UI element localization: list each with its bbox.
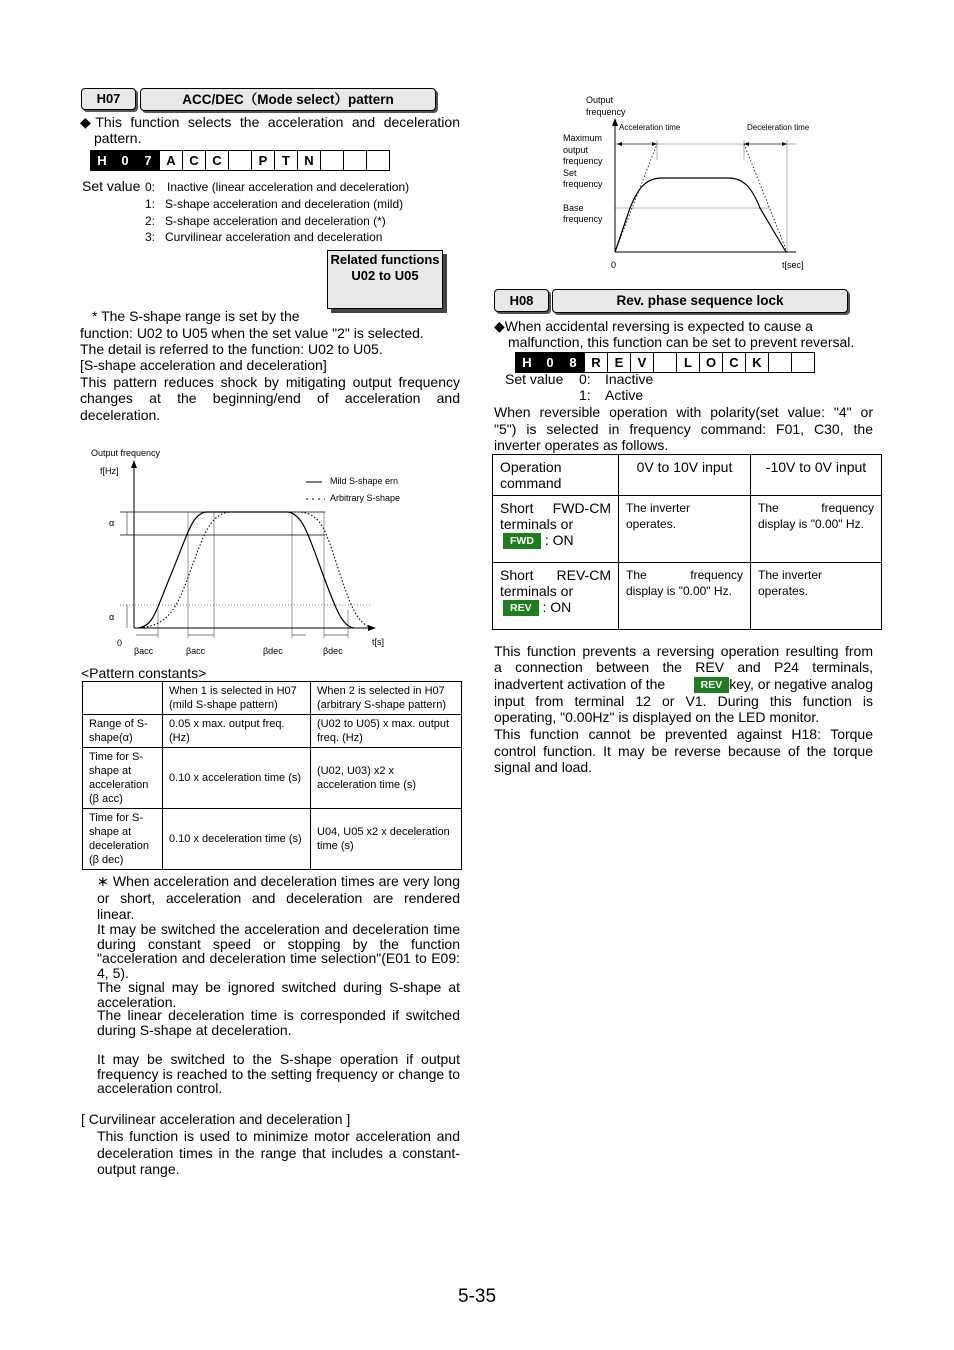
- h07-note-3: The detail is referred to the function: U02 to U05.: [80, 341, 383, 357]
- lcd-cell: C: [722, 352, 746, 373]
- page-number: 5-35: [458, 1286, 497, 1307]
- table-cell: (U02, U03) x2 x acceleration time (s): [311, 748, 462, 809]
- fwd-row-text: Short FWD-CM terminals or: [500, 500, 611, 532]
- sshape-graph-x-unit: t[s]: [372, 637, 385, 647]
- h08-para2-line3-keygroup: [694, 676, 873, 693]
- sshape-text-1: This pattern reduces shock by mitigating output frequency: [80, 374, 460, 390]
- table-cell: 0.05 x max. output freq. (Hz): [163, 715, 311, 748]
- lcd-cell: T: [274, 150, 298, 171]
- related-functions-label: Related functions: [330, 252, 440, 267]
- lcd-cell: L: [676, 352, 700, 373]
- table-cell: 0.10 x acceleration time (s): [163, 748, 311, 809]
- sshape-alpha-label-top: α: [109, 518, 115, 528]
- h07-setting-2-text: S-shape acceleration and deceleration (*): [165, 214, 386, 228]
- table-cell: (U02 to U05) x max. output freq. (Hz): [311, 715, 462, 748]
- h07-note-2: function: U02 to U05 when the set value "2" is selected.: [80, 325, 424, 341]
- mild-sshape-curve: [138, 512, 354, 628]
- h08-setting-0-num: 0:: [579, 371, 591, 387]
- h07-note-6: The signal may be ignored switched during S-shape at acceleration.: [97, 979, 460, 1010]
- table-row: [493, 455, 882, 496]
- h08-para1-line1: When reversible operation with polarity(set value: "4" or: [494, 404, 873, 420]
- set-freq-label-1: Set: [563, 168, 577, 178]
- graph-x-unit: t[sec]: [782, 260, 804, 270]
- lcd-cell: 0: [113, 150, 137, 171]
- lcd-cell: P: [251, 150, 275, 171]
- table-header-cell: When 2 is selected in H07 (arbitrary S-shape pattern): [311, 682, 462, 715]
- lcd-cell: H: [90, 150, 114, 171]
- lcd-cell: O: [699, 352, 723, 373]
- lcd-cell: H: [515, 352, 539, 373]
- h08-para2-line2: a connection between the REV and P24 terminals,: [494, 659, 873, 675]
- related-functions-value: U02 to U05: [351, 268, 419, 283]
- lcd-cell: [791, 352, 815, 373]
- h08-intro-2: malfunction, this function can be set to prevent reversal.: [508, 334, 855, 350]
- table-cell: [83, 682, 163, 715]
- h07-note-1: * The S-shape range is set by the: [92, 308, 300, 324]
- table-cell: U04, U05 x2 x deceleration time (s): [311, 809, 462, 870]
- accel-time-label: Acceleration time: [619, 123, 681, 132]
- sshape-graph-y-title: Output frequency: [91, 448, 161, 458]
- table-header-cell: When 1 is selected in H07 (mild S-shape pattern): [163, 682, 311, 715]
- graph-origin: 0: [611, 260, 617, 270]
- sshape-graph: [80, 440, 465, 660]
- h07-setting-1-num: 1:: [145, 197, 156, 211]
- lcd-cell: N: [297, 150, 321, 171]
- sshape-alpha-label-bottom: α: [109, 612, 115, 622]
- h08-intro-1: ◆When accidental reversing is expected to cause a: [494, 318, 813, 334]
- lcd-cell: V: [630, 352, 654, 373]
- base-freq-label-1: Base: [563, 203, 584, 213]
- h08-code-tag: H08: [494, 289, 549, 312]
- rev-on-label: : ON: [542, 599, 572, 615]
- beta-acc-label-2: βacc: [186, 646, 206, 656]
- table-cell: Time for S-shape at acceleration (β acc): [83, 748, 163, 809]
- h08-setting-1-text: Active: [605, 387, 644, 403]
- table-cell: [493, 563, 619, 630]
- lcd-cell: [228, 150, 252, 171]
- set-freq-label-2: frequency: [563, 179, 603, 189]
- rev-key: REV: [503, 600, 539, 616]
- h08-para2-line1: This function prevents a reversing operation resulting from: [494, 643, 873, 659]
- accel-dotted-line: [615, 144, 657, 252]
- table-cell: The inverter operates.: [751, 563, 882, 630]
- accel-decel-graph: [560, 90, 820, 275]
- pattern-constants-heading: <Pattern constants>: [81, 665, 207, 681]
- related-functions-box: [327, 250, 443, 309]
- h08-para2-line5: operating, "0.00Hz" is displayed on the LED monitor.: [494, 709, 820, 725]
- lcd-cell: R: [584, 352, 608, 373]
- h07-note-8: It may be switched to the S-shape operation if output frequency is reached to the setting frequency or change to acceleration control.: [97, 1051, 460, 1096]
- h07-setting-3-text: Curvilinear acceleration and deceleration: [165, 230, 383, 244]
- h07-intro-cont: pattern.: [94, 130, 142, 146]
- beta-acc-label-1: βacc: [134, 646, 154, 656]
- h08-para1-line3: inverter operates as follows.: [494, 437, 669, 453]
- graph-y-title-1: Output: [586, 95, 614, 105]
- graph-y-arrow: [612, 118, 618, 126]
- legend-mild-label: Mild S-shape ern: [330, 476, 399, 486]
- lcd-cell: [653, 352, 677, 373]
- curvilinear-text: This function is used to minimize motor acceleration and deceleration times in the range that includes a constant-output range.: [97, 1128, 460, 1177]
- h08-title: Rev. phase sequence lock: [552, 289, 848, 313]
- lcd-cell: 7: [136, 150, 160, 171]
- h08-setvalue-label: Set value: [505, 371, 564, 387]
- table-cell: The frequency display is "0.00" Hz.: [751, 496, 882, 563]
- sshape-graph-x-arrow: [368, 625, 376, 631]
- max-freq-label-2: output: [563, 145, 589, 155]
- table-header-cell: -10V to 0V input: [751, 455, 882, 496]
- h07-setting-2-num: 2:: [145, 214, 156, 228]
- lcd-cell: 8: [561, 352, 585, 373]
- sshape-graph-origin: 0: [117, 638, 123, 648]
- sshape-text-2: changes at the beginning/end of acceleration and: [80, 390, 460, 406]
- lcd-cell: 0: [538, 352, 562, 373]
- table-row: [83, 682, 462, 715]
- h07-intro: ◆This function selects the acceleration and deceleration: [80, 114, 460, 130]
- h07-note-7: The linear deceleration time is corresponded if switched during S-shape at deceleration.: [97, 1007, 460, 1038]
- h08-para2-line3b: key, or negative analog: [729, 676, 873, 692]
- lcd-cell: [366, 150, 390, 171]
- sshape-text-3: deceleration.: [80, 407, 161, 423]
- max-freq-label-1: Maximum: [563, 133, 603, 143]
- rev-row-text: Short REV-CM terminals or: [500, 567, 611, 599]
- h08-para2-line4: input from terminal 12 or V1. During this function is: [494, 693, 873, 709]
- lcd-cell: E: [607, 352, 631, 373]
- h08-para2-line3a: inadvertent activation of the: [494, 676, 666, 693]
- h08-para3-line1: This function cannot be prevented against H18: Torque: [494, 726, 873, 742]
- table-cell: [493, 496, 619, 563]
- table-header-cell: Operation command: [493, 455, 619, 496]
- table-row: [83, 748, 462, 809]
- h08-para2-line3: [494, 676, 873, 693]
- beta-dec-label-2: βdec: [323, 646, 343, 656]
- h07-note-5: It may be switched the acceleration and deceleration time during constant speed or stopping by the function "acceleration and deceleration time selection"(E01 to E09: 4, 5).: [97, 921, 460, 981]
- rev-row-key-line: [500, 599, 611, 616]
- lcd-cell: [768, 352, 792, 373]
- max-freq-label-3: frequency: [563, 156, 603, 166]
- pattern-constants-table: [82, 681, 462, 870]
- fwd-on-label: : ON: [544, 532, 574, 548]
- graph-y-title-2: frequency: [586, 107, 626, 117]
- h08-para1-line2: "5") is selected in frequency command: F01, C30, the: [494, 421, 873, 437]
- h08-setting-1-num: 1:: [579, 387, 591, 403]
- h07-title: ACC/DEC（Mode select）pattern: [140, 88, 436, 111]
- sshape-heading: [S-shape acceleration and deceleration]: [80, 357, 327, 373]
- lcd-cell: K: [745, 352, 769, 373]
- table-cell: The inverter operates.: [619, 496, 751, 563]
- decel-dotted-line: [744, 144, 787, 252]
- fwd-key: FWD: [503, 533, 541, 549]
- h07-setvalue-label: Set value: [82, 178, 141, 194]
- beta-dec-label-1: βdec: [263, 646, 283, 656]
- h07-setting-0-num: 0:: [145, 180, 156, 194]
- h07-lcd-display: [91, 150, 390, 171]
- sshape-graph-y-unit: f[Hz]: [100, 466, 119, 476]
- h07-setting-0-text: Inactive (linear acceleration and deceleration): [167, 180, 410, 194]
- h08-lcd-display: [516, 352, 815, 373]
- legend-arbitrary-label: Arbitrary S-shape: [330, 493, 401, 503]
- curvilinear-heading: [ Curvilinear acceleration and deceleration ]: [81, 1111, 351, 1127]
- lcd-cell: C: [182, 150, 206, 171]
- table-header-cell: 0V to 10V input: [619, 455, 751, 496]
- fwd-row-key-line: [500, 532, 611, 549]
- h08-para3-line3: signal and load.: [494, 759, 593, 775]
- table-row: [493, 563, 882, 630]
- table-cell: Time for S-shape at deceleration (β dec): [83, 809, 163, 870]
- decel-time-label: Deceleration time: [747, 123, 810, 132]
- table-cell: The frequency display is "0.00" Hz.: [619, 563, 751, 630]
- lcd-cell: A: [159, 150, 183, 171]
- operation-table: [492, 454, 882, 630]
- table-cell: Range of S-shape(α): [83, 715, 163, 748]
- lcd-cell: C: [205, 150, 229, 171]
- h07-code-tag: H07: [81, 88, 136, 110]
- table-cell: 0.10 x deceleration time (s): [163, 809, 311, 870]
- lcd-cell: [343, 150, 367, 171]
- table-row: [83, 715, 462, 748]
- table-row: [83, 809, 462, 870]
- h07-setting-1-text: S-shape acceleration and deceleration (mild): [165, 197, 404, 211]
- h07-setting-3-num: 3:: [145, 230, 156, 244]
- curvilinear-curve: [615, 178, 786, 252]
- table-row: [493, 496, 882, 563]
- h08-para3-line2: control function. It may be reverse because of the torque: [494, 743, 873, 759]
- sshape-graph-y-arrow: [131, 460, 137, 468]
- lcd-cell: [320, 150, 344, 171]
- rev-key-inline: REV: [694, 677, 730, 693]
- h07-note-4: ∗ When acceleration and deceleration times are very long or short, acceleration and deceleration are rendered linear.: [97, 873, 460, 922]
- base-freq-label-2: frequency: [563, 214, 603, 224]
- h08-setting-0-text: Inactive: [605, 371, 654, 387]
